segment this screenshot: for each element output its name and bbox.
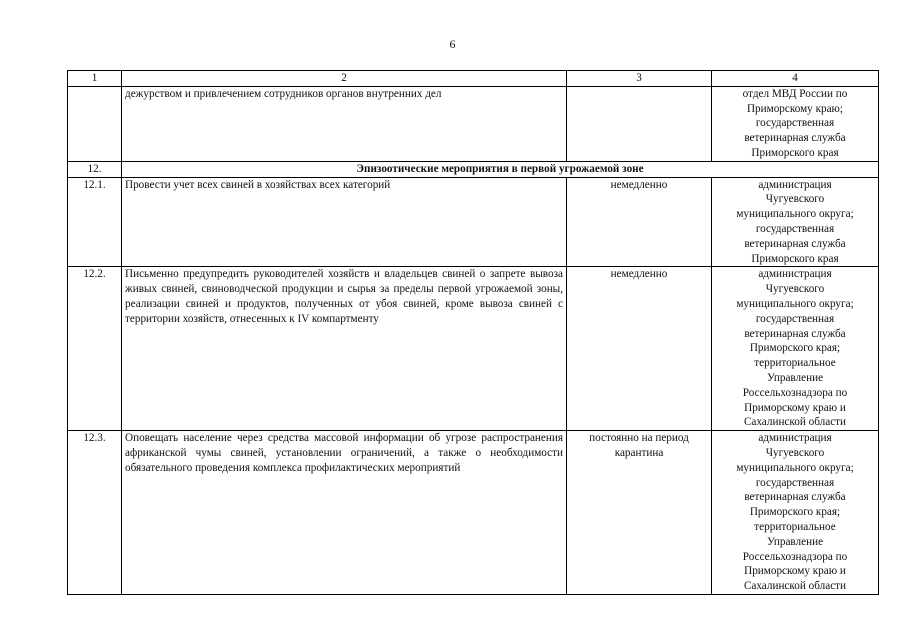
responsible-line: Россельхознадзора по: [742, 386, 848, 399]
task-cell: дежурством и привлечением сотрудников органов внутренних дел: [122, 86, 567, 161]
responsible-line: Сахалинской области: [743, 580, 847, 593]
responsible-line: Чугуевского: [765, 283, 825, 296]
row-number-cell: 12.1.: [68, 177, 122, 267]
responsible-line: государственная: [755, 312, 835, 325]
row-number-cell: [68, 86, 122, 161]
responsible-line: Управление: [766, 535, 824, 548]
responsible-line: государственная: [755, 476, 835, 489]
term-cell: [567, 86, 712, 161]
responsible-line: территориальное: [754, 357, 836, 370]
responsible-line: Чугуевского: [765, 446, 825, 459]
responsible-line: администрация: [758, 432, 832, 445]
responsible-line: администрация: [758, 178, 832, 191]
responsible-line: Приморскому краю;: [746, 102, 844, 115]
table-header-row: [68, 71, 879, 87]
section-row: [68, 161, 879, 177]
responsible-line: Приморского края;: [749, 506, 841, 519]
responsible-line: государственная: [755, 222, 835, 235]
term-cell: немедленно: [567, 177, 712, 267]
column-number-1: 1: [68, 71, 122, 87]
task-cell: Оповещать население через средства массовой информации об угрозе распространения африканской чумы свиней, установлении ограничений, а также о необходимости обязательного проведения комплекса профилактических мероприятий: [122, 431, 567, 595]
section-number: 12.: [68, 161, 122, 177]
task-cell: Провести учет всех свиней в хозяйствах всех категорий: [122, 177, 567, 267]
responsible-line: Приморского края: [751, 252, 839, 265]
responsible-line: муниципального округа;: [736, 208, 854, 221]
responsible-line: территориальное: [754, 520, 836, 533]
table-row-12-1: [68, 177, 879, 267]
responsible-line: Приморскому краю и: [744, 401, 846, 414]
page-number: 6: [449, 37, 456, 51]
responsible-line: Россельхознадзора по: [742, 550, 848, 563]
responsible-line: Приморского края: [751, 146, 839, 159]
table-row-12-2: [68, 267, 879, 431]
responsible-line: Приморскому краю и: [744, 565, 846, 578]
term-cell: постоянно на период карантина: [567, 431, 712, 595]
row-number-cell: 12.2.: [68, 267, 122, 431]
responsible-line: Управление: [766, 371, 824, 384]
task-cell: Письменно предупредить руководителей хозяйств и владельцев свиней о запрете вывоза живых свиней, свиноводческой продукции и сырья за пределы первой угрожаемой зоны, реализации свиней и продуктов, полученных от убоя свиней, кроме вывоза свиней с территории хозяйств, отнесенных к IV компартменту: [122, 267, 567, 431]
section-title: Эпизоотические мероприятия в первой угрожаемой зоне: [122, 161, 879, 177]
table-row-continued: [68, 86, 879, 161]
responsible-line: ветеринарная служба: [744, 237, 846, 250]
responsible-line: Приморского края;: [749, 342, 841, 355]
responsible-cell: [712, 431, 879, 595]
column-number-3: 3: [567, 71, 712, 87]
responsible-line: ветеринарная служба: [744, 327, 846, 340]
term-cell: немедленно: [567, 267, 712, 431]
responsible-cell: [712, 177, 879, 267]
responsible-line: государственная: [755, 117, 835, 130]
column-number-2: 2: [122, 71, 567, 87]
responsible-line: отдел МВД России по: [742, 87, 848, 100]
table-row-12-3: [68, 431, 879, 595]
responsible-line: Сахалинской области: [743, 416, 847, 429]
row-number-cell: 12.3.: [68, 431, 122, 595]
responsible-cell: [712, 267, 879, 431]
responsible-cell: [712, 86, 879, 161]
responsible-line: Чугуевского: [765, 193, 825, 206]
column-number-4: 4: [712, 71, 879, 87]
responsible-line: муниципального округа;: [736, 297, 854, 310]
measures-table: [67, 70, 879, 595]
responsible-line: муниципального округа;: [736, 461, 854, 474]
responsible-line: администрация: [758, 268, 832, 281]
responsible-line: ветеринарная служба: [744, 132, 846, 145]
responsible-line: ветеринарная служба: [744, 491, 846, 504]
